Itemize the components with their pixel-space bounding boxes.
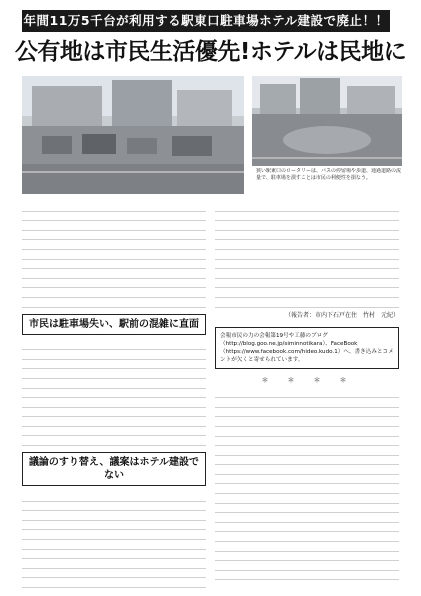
signature: （報告者：市内下石戸在住 竹村 元紀） xyxy=(284,311,399,319)
divider-stars: ＊ ＊ ＊ ＊ xyxy=(261,375,353,384)
headline: 公有地は市民生活優先!ホテルは民地に xyxy=(14,39,407,65)
subheading-debate: 議論のすり替え、議案はホテル建設でない xyxy=(22,452,206,486)
contact-box: 会報市民の力の会報第19号や工藤のブログ（http://blog.goo.ne.jp/siminnotikara）、FaceBook（https://www.facebook.com/hideo.kudo.1）へ、書き込みとコメントが欠くと寄せられています。 xyxy=(215,327,399,369)
rotary-photo xyxy=(252,76,402,166)
parking-lot-photo xyxy=(22,76,244,194)
top-banner: 年間11万5千台が利用する駅東口駐車場ホテル建設で廃止！！ xyxy=(22,10,390,32)
photo-caption: 狭い駅東口のロータリーは、バスの停留場や歩道、通過道路の流量で、駐車場を潰すことは市民の利便性を損なう。 xyxy=(256,168,402,181)
subheading-parking-loss: 市民は駐車場失い、駅前の混雑に直面 xyxy=(22,314,206,335)
left-column xyxy=(22,202,206,588)
right-column xyxy=(215,202,399,588)
